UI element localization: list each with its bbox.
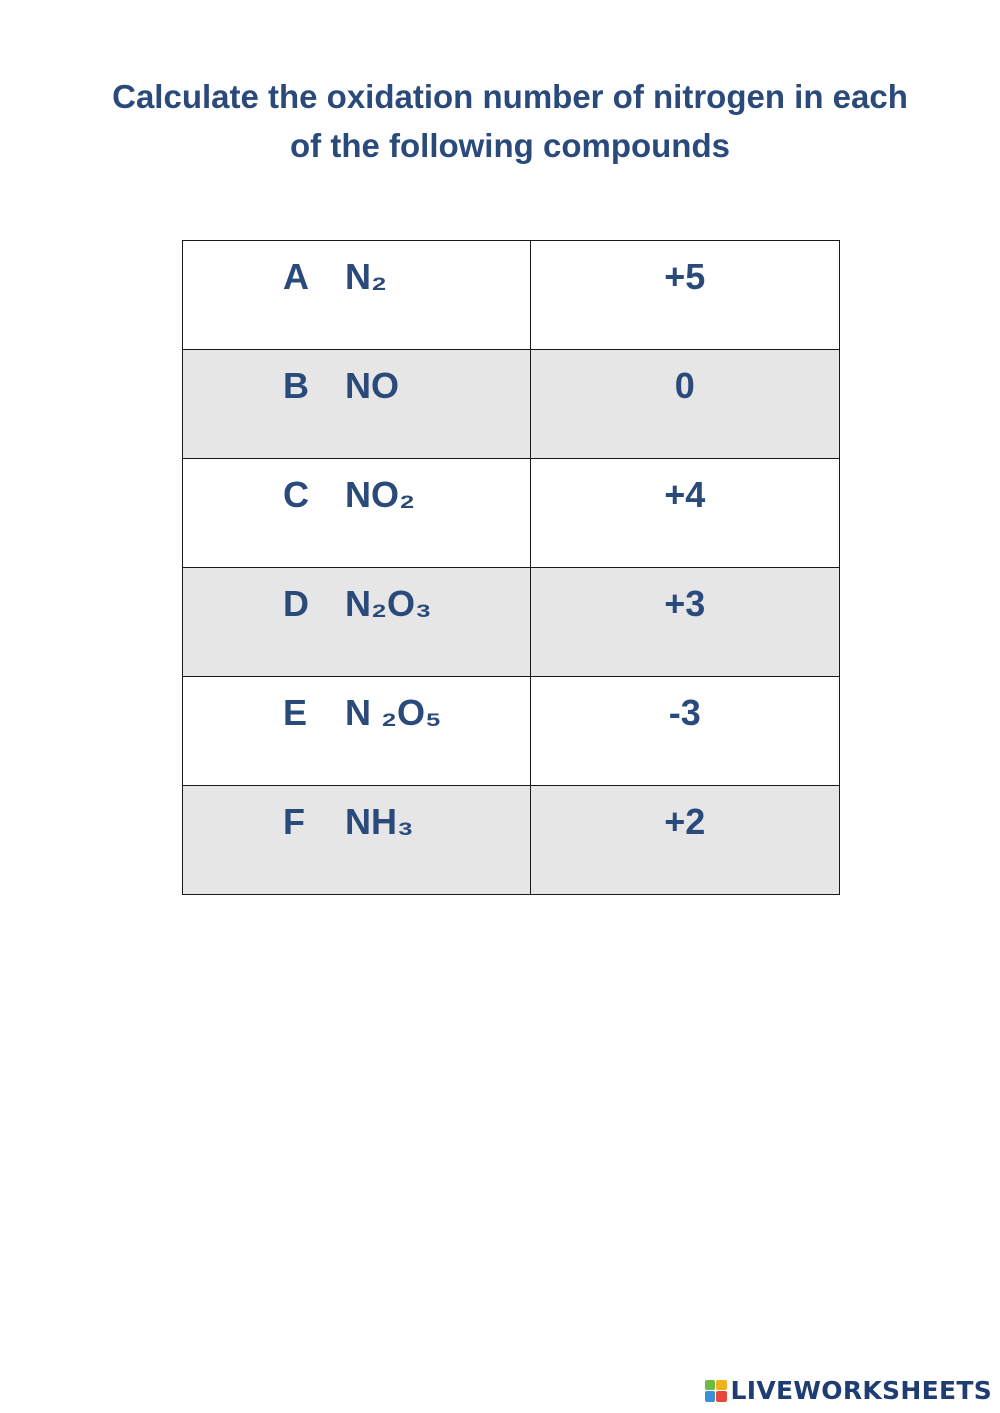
compound-cell[interactable]	[183, 459, 531, 568]
oxidation-number: +2	[664, 801, 706, 842]
oxidation-number-cell[interactable]	[530, 241, 839, 350]
liveworksheets-brand	[705, 1376, 992, 1405]
compound-formula: NH₃	[345, 801, 414, 842]
compound-letter: D	[283, 583, 309, 624]
compound-letter: B	[283, 365, 309, 406]
logo-square	[716, 1391, 727, 1402]
title-line-1: Calculate the oxidation number of nitrogen in each	[112, 78, 908, 115]
table-row	[183, 677, 840, 786]
compound-letter: F	[283, 801, 305, 842]
table-row	[183, 568, 840, 677]
oxidation-number-cell[interactable]	[530, 568, 839, 677]
oxidation-number-cell[interactable]	[530, 786, 839, 895]
oxidation-number: +3	[664, 583, 706, 624]
matching-table	[182, 240, 840, 895]
table-row	[183, 350, 840, 459]
logo-square	[716, 1380, 727, 1391]
oxidation-number: 0	[674, 365, 695, 406]
compound-letter: A	[283, 256, 309, 297]
liveworksheets-logo-icon	[705, 1380, 727, 1402]
compound-cell[interactable]	[183, 241, 531, 350]
compound-formula: N ₂O₅	[345, 692, 442, 733]
oxidation-number-cell[interactable]	[530, 350, 839, 459]
compound-cell[interactable]	[183, 350, 531, 459]
logo-square	[705, 1380, 716, 1391]
table-row	[183, 241, 840, 350]
oxidation-number: +4	[664, 474, 706, 515]
title-line-2: of the following compounds	[290, 127, 730, 164]
compound-formula: N₂O₃	[345, 583, 432, 624]
worksheet-title	[40, 72, 980, 170]
compound-letter: C	[283, 474, 309, 515]
oxidation-number: +5	[664, 256, 706, 297]
compound-formula: N₂	[345, 256, 387, 297]
compound-formula: NO₂	[345, 474, 415, 515]
oxidation-number-cell[interactable]	[530, 677, 839, 786]
logo-square	[705, 1391, 716, 1402]
compound-cell[interactable]	[183, 568, 531, 677]
compound-formula: NO	[345, 365, 399, 406]
table-row	[183, 786, 840, 895]
brand-name: LIVEWORKSHEETS	[730, 1376, 992, 1405]
table-row	[183, 459, 840, 568]
compound-cell[interactable]	[183, 786, 531, 895]
compound-letter: E	[283, 692, 308, 733]
oxidation-number: -3	[668, 692, 701, 733]
oxidation-number-cell[interactable]	[530, 459, 839, 568]
compound-cell[interactable]	[183, 677, 531, 786]
